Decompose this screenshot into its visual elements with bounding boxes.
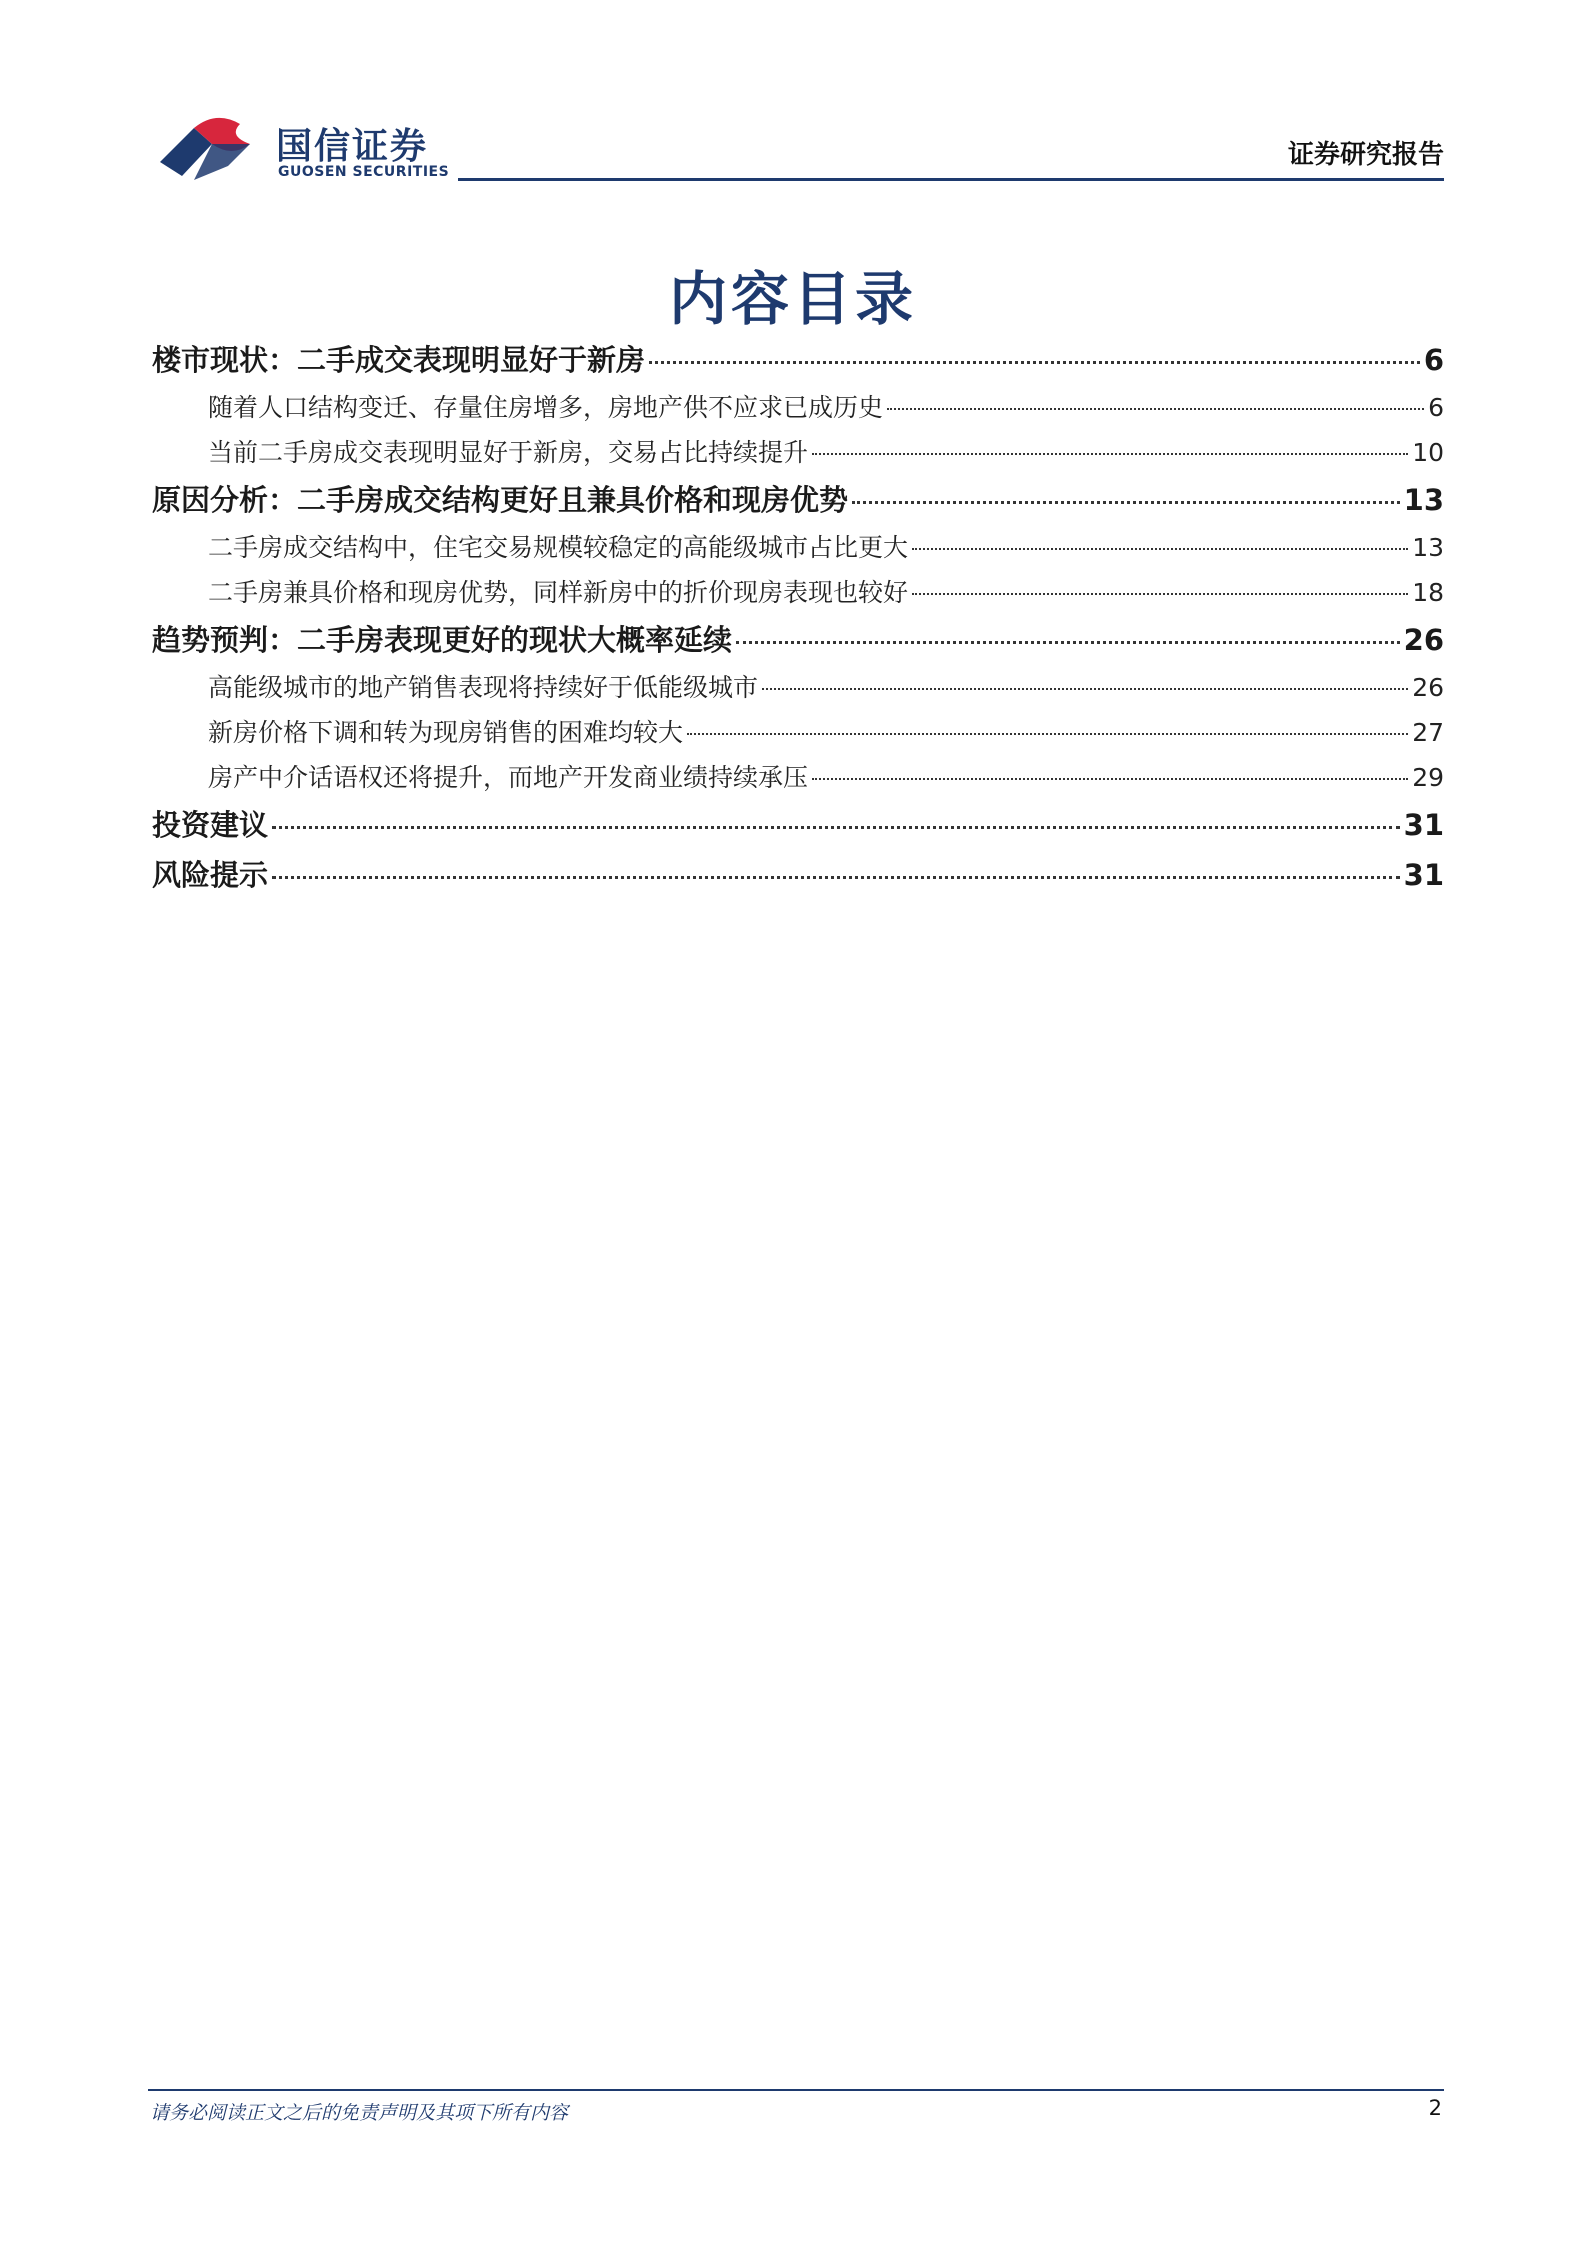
toc-entry-page: 13 (1412, 533, 1444, 562)
toc-dot-leader (887, 408, 1424, 410)
toc-section-entry[interactable] (152, 335, 1444, 385)
toc-entry-page: 27 (1412, 718, 1444, 747)
toc-subsection-entry[interactable] (152, 525, 1444, 570)
toc-section-entry[interactable] (152, 800, 1444, 850)
toc-entry-page: 6 (1428, 393, 1444, 422)
toc-dot-leader (762, 688, 1408, 690)
toc-entry-page: 31 (1403, 858, 1444, 892)
header-divider (458, 178, 1444, 181)
footer-divider (148, 2089, 1444, 2091)
toc-entry-page: 26 (1403, 623, 1444, 657)
toc-entry-label: 楼市现状：二手成交表现明显好于新房 (152, 343, 646, 377)
toc-section-entry[interactable] (152, 615, 1444, 665)
toc-entry-page: 13 (1403, 483, 1444, 517)
guosen-logo-icon (154, 114, 272, 184)
toc-dot-leader (812, 778, 1408, 780)
toc-dot-leader (649, 361, 1420, 364)
company-logo (154, 112, 454, 188)
toc-subsection-entry[interactable] (152, 385, 1444, 430)
toc-entry-label: 风险提示 (152, 858, 269, 892)
logo-chinese-name: 国信证券 (276, 126, 429, 167)
toc-entry-label: 原因分析：二手房成交结构更好且兼具价格和现房优势 (152, 483, 849, 517)
toc-subsection-entry[interactable] (152, 430, 1444, 475)
toc-dot-leader (912, 593, 1408, 595)
logo-english-name: GUOSEN SECURITIES (278, 164, 450, 180)
toc-dot-leader (687, 733, 1408, 735)
toc-entry-label: 新房价格下调和转为现房销售的困难均较大 (208, 718, 684, 747)
toc-entry-page: 31 (1403, 808, 1444, 842)
toc-entry-page: 6 (1423, 343, 1444, 377)
toc-entry-label: 投资建议 (152, 808, 269, 842)
page-header (0, 0, 1586, 190)
toc-entry-page: 18 (1412, 578, 1444, 607)
toc-subsection-entry[interactable] (152, 755, 1444, 800)
toc-entry-label: 当前二手房成交表现明显好于新房，交易占比持续提升 (208, 438, 809, 467)
page-number: 2 (1428, 2096, 1442, 2120)
toc-dot-leader (736, 641, 1400, 644)
toc-subsection-entry[interactable] (152, 710, 1444, 755)
report-type-label: 证券研究报告 (1287, 140, 1444, 170)
toc-entry-label: 房产中介话语权还将提升，而地产开发商业绩持续承压 (208, 763, 809, 792)
toc-dot-leader (912, 548, 1408, 550)
toc-subsection-entry[interactable] (152, 570, 1444, 615)
toc-entry-label: 高能级城市的地产销售表现将持续好于低能级城市 (208, 673, 759, 702)
toc-section-entry[interactable] (152, 850, 1444, 900)
toc-section-entry[interactable] (152, 475, 1444, 525)
toc-entry-label: 二手房兼具价格和现房优势，同样新房中的折价现房表现也较好 (208, 578, 909, 607)
toc-title: 内容目录 (668, 265, 917, 333)
toc-dot-leader (812, 453, 1408, 455)
toc-entry-page: 26 (1412, 673, 1444, 702)
toc-entry-page: 10 (1412, 438, 1444, 467)
toc-entry-label: 二手房成交结构中，住宅交易规模较稳定的高能级城市占比更大 (208, 533, 909, 562)
toc-dot-leader (272, 876, 1400, 879)
toc-entry-label: 随着人口结构变迁、存量住房增多，房地产供不应求已成历史 (208, 393, 884, 422)
toc-dot-leader (272, 826, 1400, 829)
toc-dot-leader (852, 501, 1400, 504)
toc-entry-label: 趋势预判：二手房表现更好的现状大概率延续 (152, 623, 733, 657)
footer-disclaimer: 请务必阅读正文之后的免责声明及其项下所有内容 (150, 2102, 569, 2124)
toc-subsection-entry[interactable] (152, 665, 1444, 710)
toc-entry-page: 29 (1412, 763, 1444, 792)
table-of-contents (152, 335, 1444, 900)
